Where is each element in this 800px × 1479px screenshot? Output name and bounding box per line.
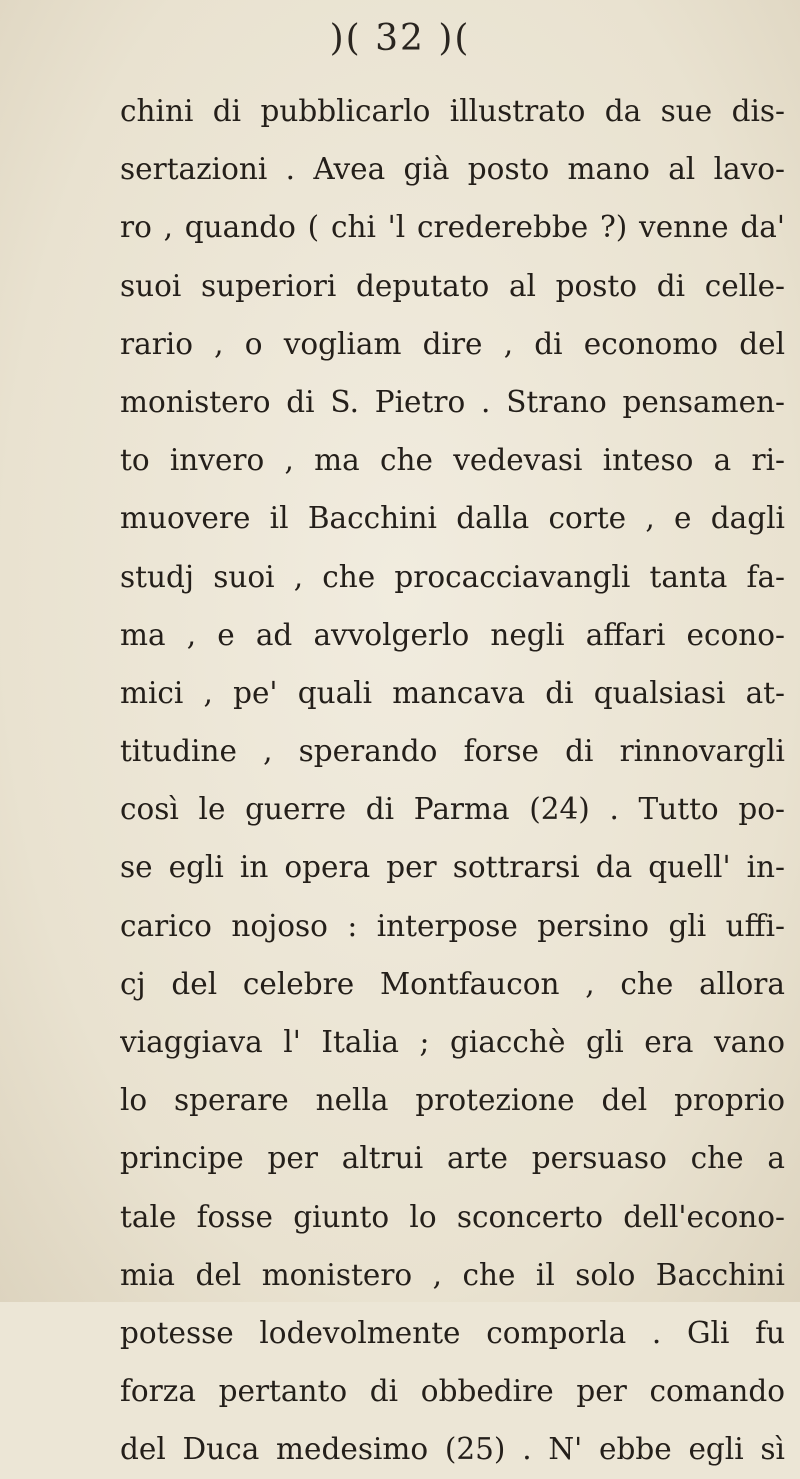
text-line: to invero , ma che vedevasi inteso a ri- <box>120 443 785 478</box>
text-line: chini di pubblicarlo illustrato da sue dis- <box>120 94 785 128</box>
page-number-header: )( 32 )( <box>329 18 471 59</box>
text-line: titudine , sperando forse di rinnovargli <box>120 734 785 769</box>
text-line: mici , pe' quali mancava di qualsiasi at- <box>120 675 785 710</box>
text-line: potesse lodevolmente comporla . Gli fu <box>120 1315 785 1350</box>
text-line: tale fosse giunto lo sconcerto dell'econo- <box>120 1199 785 1234</box>
text-line: muovere il Bacchini dalla corte , e dagli <box>120 501 785 536</box>
text-line: principe per altrui arte persuaso che a <box>120 1141 785 1176</box>
text-line: così le guerre di Parma (24) . Tutto po- <box>120 792 785 827</box>
text-line: suoi superiori deputato al posto di celle- <box>120 268 785 303</box>
text-line: sertazioni . Avea già posto mano al lavo- <box>120 152 785 187</box>
text-line: cj del celebre Montfaucon , che allora <box>120 966 785 1001</box>
text-line: lo sperare nella protezione del proprio <box>120 1083 785 1118</box>
text-line: se egli in opera per sottrarsi da quell' in- <box>120 850 785 885</box>
body-text <box>120 82 785 1479</box>
text-line: del Duca medesimo (25) . N' ebbe egli sì <box>120 1432 785 1467</box>
text-line: ma , e ad avvolgerlo negli affari econo- <box>120 617 785 652</box>
text-line: monistero di S. Pietro . Strano pensamen- <box>120 384 785 419</box>
text-line: ro , quando ( chi 'l crederebbe ?) venne da' <box>120 210 785 245</box>
text-line: mia del monistero , che il solo Bacchini <box>120 1257 785 1292</box>
text-line: rario , o vogliam dire , di economo del <box>120 326 785 361</box>
text-line: carico nojoso : interpose persino gli uffi- <box>120 908 785 943</box>
text-line: forza pertanto di obbedire per comando <box>120 1374 785 1409</box>
text-line: studj suoi , che procacciavangli tanta fa- <box>120 559 785 594</box>
text-line: viaggiava l' Italia ; giacchè gli era vano <box>120 1025 785 1059</box>
